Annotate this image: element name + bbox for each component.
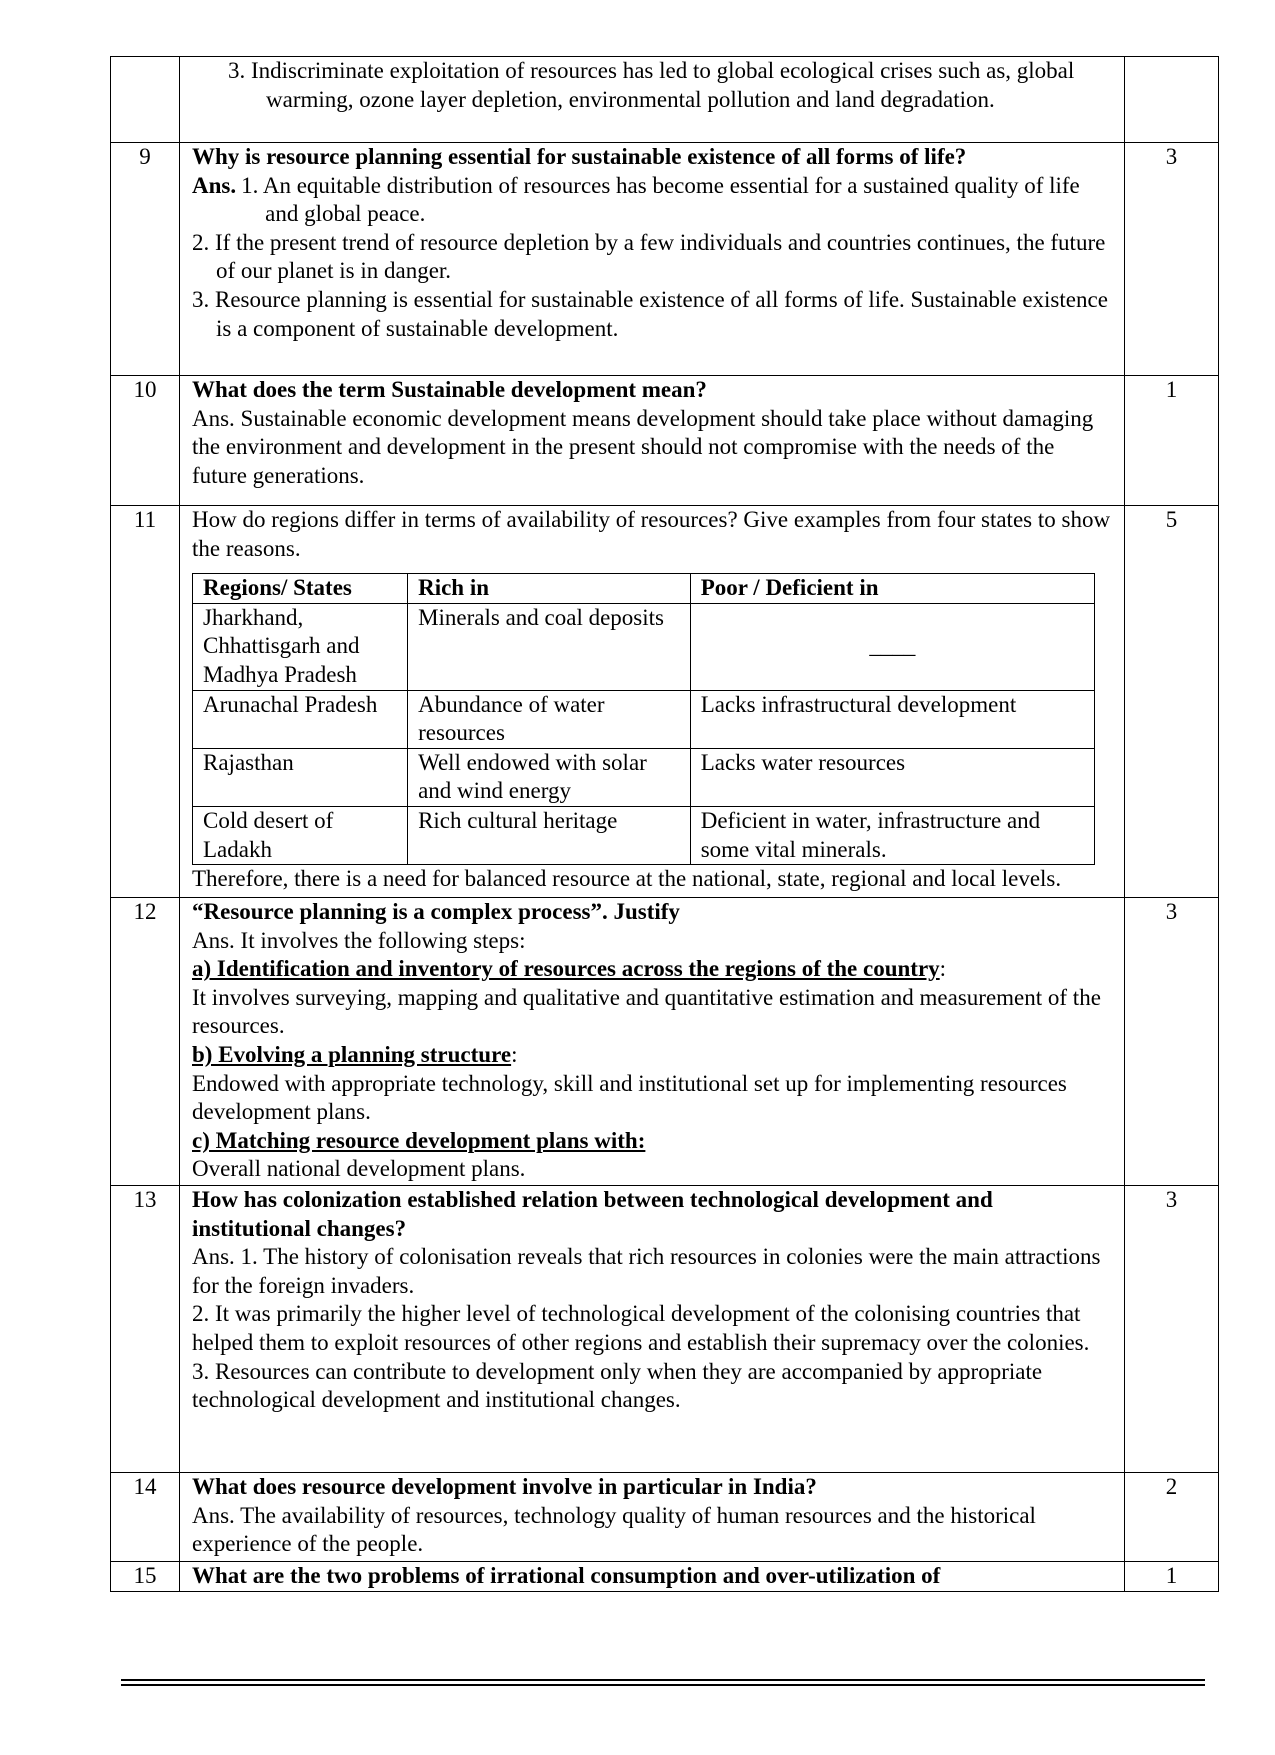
table-row (193, 748, 1095, 806)
table-row (111, 1562, 1219, 1592)
table-cell: Abundance of water resources (408, 690, 691, 748)
step-heading: c) Matching resource development plans with: (192, 1127, 646, 1153)
table-cell: Minerals and coal deposits (408, 603, 691, 690)
question-number: 10 (111, 376, 180, 506)
marks: 2 (1125, 1473, 1219, 1562)
marks: 5 (1125, 506, 1219, 898)
answer-point: 3. Resources can contribute to development only when they are accompanied by appropriate technological development and institutional changes. (192, 1358, 1043, 1413)
conclusion-text: Therefore, there is a need for balanced resource at the national, state, regional and local levels. (192, 866, 1062, 892)
answer-point: 2. It was primarily the higher level of technological development of the colonising countries that helped them to exploit resources of other regions and establish their supremacy over the colonies. (192, 1301, 1090, 1355)
table-cell: Lacks infrastructural development (690, 690, 1094, 748)
step-heading: a) Identification and inventory of resources across the regions of the country: (192, 956, 947, 982)
answer-intro: Ans. It involves the following steps: (192, 927, 526, 953)
table-cell: Cold desert of Ladakh (193, 806, 408, 864)
table-cell: Jharkhand, Chhattisgarh and Madhya Pradesh (193, 603, 408, 690)
table-header-row (193, 574, 1095, 604)
question-number: 11 (111, 506, 180, 898)
marks (1125, 57, 1219, 143)
table-row (111, 57, 1219, 143)
column-header: Rich in (408, 574, 691, 604)
table-row (111, 898, 1219, 1186)
question-text: How do regions differ in terms of availability of resources? Give examples from four states to show the reasons. (192, 507, 1111, 561)
question-text: What does the term Sustainable development mean? (192, 377, 707, 402)
question-text: What does resource development involve in particular in India? (192, 1474, 817, 1499)
column-header: Poor / Deficient in (690, 574, 1094, 604)
table-cell: Well endowed with solar and wind energy (408, 748, 691, 806)
answer-point: 3. Indiscriminate exploitation of resources has led to global ecological crises such as, global warming, ozone layer depletion, environmental pollution and land degradation. (228, 58, 1075, 112)
answer-text: Ans. Sustainable economic development means development should take place without damaging the environment and development in the present should not compromise with the needs of the future generations. (192, 405, 1094, 488)
question-number (111, 57, 180, 143)
column-header: Regions/ States (193, 574, 408, 604)
question-number: 14 (111, 1473, 180, 1562)
answer-label: Ans. (192, 172, 237, 198)
marks: 3 (1125, 143, 1219, 376)
question-text: Why is resource planning essential for sustainable existence of all forms of life? (192, 144, 967, 169)
question-text: What are the two problems of irrational consumption and over-utilization of (192, 1563, 941, 1588)
footer-rule (121, 1679, 1205, 1681)
answer-point: Ans. 1. The history of colonisation reveals that rich resources in colonies were the main attractions for the foreign invaders. (192, 1244, 1101, 1298)
table-row (111, 143, 1219, 376)
table-cell: Deficient in water, infrastructure and some vital minerals. (690, 806, 1094, 864)
step-text: Overall national development plans. (192, 1156, 526, 1182)
resources-table (192, 573, 1095, 865)
marks: 3 (1125, 1186, 1219, 1473)
table-row (193, 603, 1095, 690)
marks: 1 (1125, 376, 1219, 506)
question-text: “Resource planning is a complex process”. Justify (192, 899, 680, 924)
table-row (193, 806, 1095, 864)
table-cell: Lacks water resources (690, 748, 1094, 806)
marks: 1 (1125, 1562, 1219, 1592)
table-row (111, 1186, 1219, 1473)
table-cell: Arunachal Pradesh (193, 690, 408, 748)
qa-table (110, 56, 1219, 1592)
step-text: Endowed with appropriate technology, skill and institutional set up for implementing resources development plans. (192, 1070, 1067, 1125)
question-text: How has colonization established relation between technological development and institutional changes? (192, 1187, 993, 1241)
question-number: 12 (111, 898, 180, 1186)
question-number: 13 (111, 1186, 180, 1473)
question-number: 9 (111, 143, 180, 376)
table-cell: Rajasthan (193, 748, 408, 806)
table-cell: Rich cultural heritage (408, 806, 691, 864)
question-number: 15 (111, 1562, 180, 1592)
step-text: It involves surveying, mapping and qualitative and quantitative estimation and measurement of the resources. (192, 984, 1101, 1039)
table-row (193, 690, 1095, 748)
answer-point: 2. If the present trend of resource depletion by a few individuals and countries continues, the future of our planet is in danger. (192, 229, 1106, 284)
table-row (111, 1473, 1219, 1562)
marks: 3 (1125, 898, 1219, 1186)
table-cell: ____ (690, 603, 1094, 690)
answer-point: 3. Resource planning is essential for sustainable existence of all forms of life. Sustainable existence is a component of sustainable development. (192, 286, 1108, 341)
step-heading: b) Evolving a planning structure: (192, 1041, 518, 1067)
answer-text: Ans. The availability of resources, technology quality of human resources and the historical experience of the people. (192, 1502, 1036, 1557)
answer-point: Ans. 1. An equitable distribution of resources has become essential for a sustained quality of life and global peace. (192, 172, 1112, 229)
table-row (111, 376, 1219, 506)
table-row (111, 506, 1219, 898)
footer-rule (121, 1684, 1205, 1686)
